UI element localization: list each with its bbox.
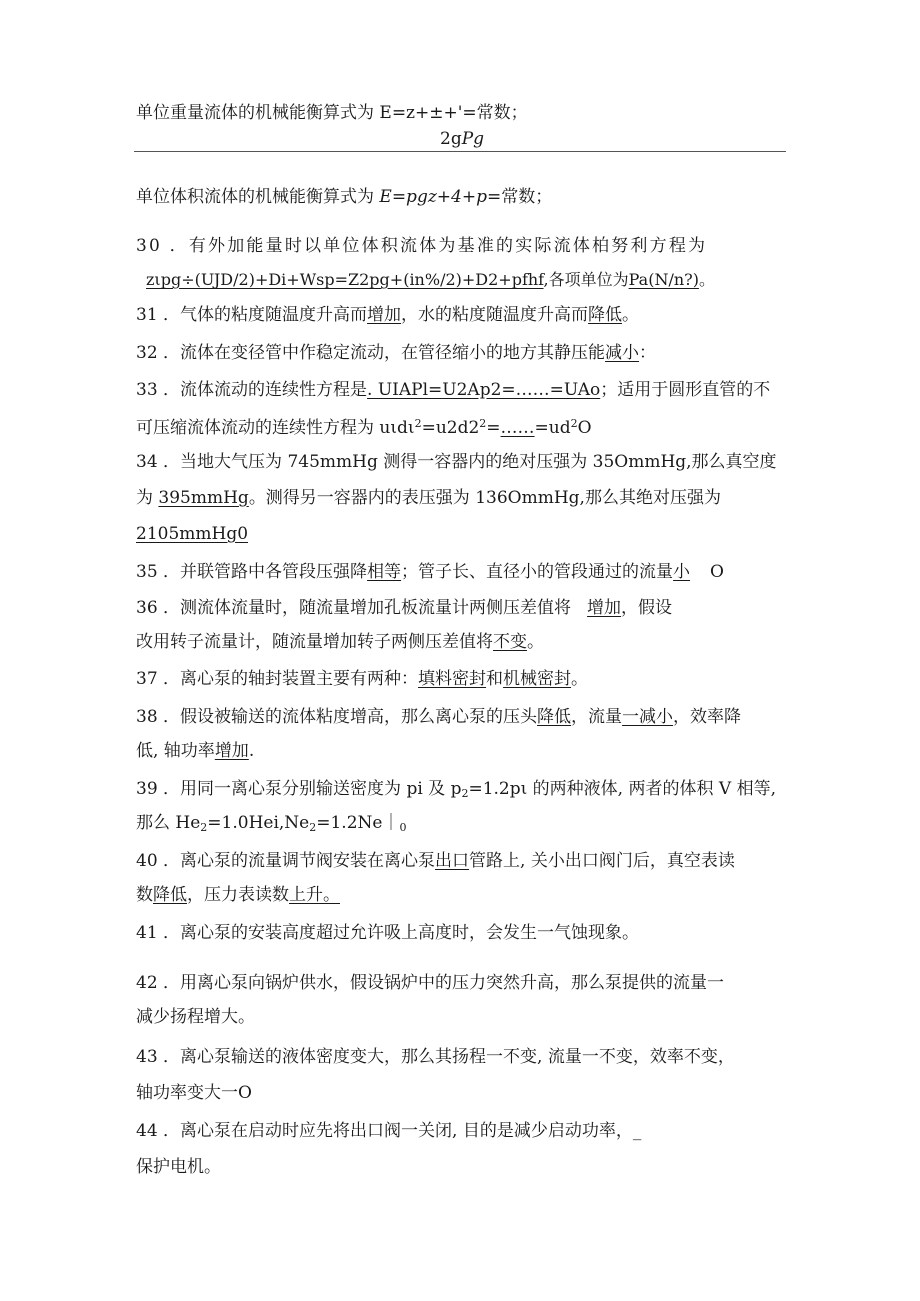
q37-end: 。 — [571, 669, 589, 689]
q38-answer-1: 降低 — [537, 707, 572, 727]
q43-text-b: 轴功率变大一O — [136, 1083, 252, 1103]
q31-text-a: 31 ．气体的粘度随温度升高而 — [136, 305, 368, 325]
formula-volume-expression: E=pgz+4+p= — [379, 187, 502, 207]
q44-text-a: 44 ．离心泵在启动时应先将出口阀一关闭, 目的是减少启动功率，_ — [136, 1121, 642, 1141]
q35-text-b: ；管子长、直径小的管段通过的流量 — [401, 562, 674, 582]
q32-end: ： — [639, 343, 657, 363]
q42-line1 — [136, 972, 724, 994]
formula-weight-denominator — [440, 128, 484, 150]
q36-answer-2: 不变 — [493, 632, 527, 652]
q35-line — [136, 561, 724, 583]
q30-mid-text: ,各项单位为 — [543, 270, 629, 289]
q40-text-b: 管路上, 关小出口阀门后，真空表读 — [469, 851, 735, 871]
q39-sub-2: 2 — [200, 821, 208, 834]
q39-text-a2: =1.2pι 的两种液体, 两者的体积 V 相等, — [468, 779, 776, 799]
q39-sub-3: 2 — [309, 821, 317, 834]
q39-text-b: 那么 He — [136, 813, 201, 833]
q33-sup-2: 2 — [479, 417, 487, 430]
fraction-rule — [134, 151, 786, 152]
q31-text-b: ，水的粘度随温度升高而 — [401, 305, 589, 325]
q33-text-c: 可压缩流体流动的连续性方程为 uιdι — [136, 418, 415, 438]
formula-weight-text: 单位重量流体的机械能衡算式为 E=z+±+'=常数； — [136, 103, 528, 123]
q35-text-a: 35 ．并联管路中各管段压强降 — [136, 562, 368, 582]
q41-text: 41 ．离心泵的安装高度超过允许吸上高度时，会发生一气蚀现象。 — [136, 923, 640, 943]
q36-text-a: 36 ．测流体流量时，随流量增加孔板流量计两侧压差值将 — [136, 598, 572, 618]
q30-end: 。 — [698, 270, 715, 289]
q36-line1 — [136, 597, 672, 619]
q31-end: 。 — [622, 305, 640, 325]
q36-end: 。 — [527, 632, 544, 652]
q43-text-a: 43 ．离心泵输送的液体密度变大，那么其扬程一不变, 流量一不变，效率不变， — [136, 1047, 735, 1067]
q33-line1 — [136, 379, 770, 401]
q38-text-d: 低, 轴功率 — [136, 741, 215, 761]
q37-answer-1: 填料密封 — [418, 669, 487, 689]
q30-line2 — [146, 269, 715, 291]
q34-text-a: 34 ．当地大气压为 745mmHg 测得一容器内的绝对压强为 35OmmHg,那么真空度 — [136, 452, 777, 472]
q34-line2 — [136, 487, 721, 509]
q37-text-a: 37 ．离心泵的轴封装置主要有两种： — [136, 669, 419, 689]
q42-line2 — [136, 1006, 255, 1028]
q44-text-b: 保护电机。 — [136, 1157, 221, 1177]
q37-line — [136, 668, 588, 690]
q36-text-b: ，假设 — [621, 598, 673, 618]
q37-text-b: 和 — [486, 669, 504, 689]
formula-volume-prefix: 单位体积流体的机械能衡算式为 — [136, 187, 380, 207]
q35-answer-2: 小 — [673, 562, 691, 582]
q43-line1 — [136, 1046, 735, 1068]
q38-answer-3: 增加 — [214, 741, 249, 761]
q33-line2 — [136, 413, 592, 439]
q33-text-b: ；适用于圆形直管的不 — [600, 380, 771, 400]
q40-line2 — [136, 884, 340, 906]
q39-text-a: 39 ．用同一离心泵分别输送密度为 pi 及 p — [136, 779, 462, 799]
q33-sup-3: 2 — [570, 417, 578, 430]
q34-answer-vacuum: 395mmHg — [158, 488, 249, 508]
q41-line — [136, 922, 639, 944]
q34-line1 — [136, 451, 777, 473]
q32-text: 32 ．流体在变径管中作稳定流动，在管径缩小的地方其静压能 — [136, 343, 606, 363]
q43-line2 — [136, 1082, 252, 1104]
q40-answer-3: 上升。 — [289, 885, 340, 905]
q40-line1 — [136, 850, 735, 872]
q36-text-c: 改用转子流量计，随流量增加转子两侧压差值将 — [136, 632, 493, 652]
q44-line2 — [136, 1156, 221, 1178]
q38-text-a: 38 ．假设被输送的流体粘度增高，那么离心泵的压头 — [136, 707, 538, 727]
q33-text-c5: = — [486, 418, 501, 438]
q30-line1 — [136, 235, 707, 257]
q34-text-b: 为 — [136, 488, 159, 508]
q33-text-c7: =ud — [534, 418, 571, 438]
q36-line2 — [136, 631, 544, 653]
q42-text-b: 减少扬程增大。 — [136, 1007, 255, 1027]
q35-answer-1: 相等 — [367, 562, 402, 582]
formula-volume-suffix: 常数； — [501, 187, 553, 207]
q39-line2 — [136, 812, 406, 839]
q39-sub-1: 2 — [461, 787, 469, 800]
q34-line3 — [136, 523, 248, 545]
q34-text-c: 。测得另一容器内的表压强为 136OmmHg,那么其绝对压强为 — [248, 488, 721, 508]
q30-answer-equation: zιpg÷(UJD/2)+Di+Wsp=Z2pg+(in%/2)+D2+pfhf — [146, 270, 544, 289]
formula-volume-line — [136, 186, 552, 208]
denominator-pg: Pg — [461, 129, 485, 149]
q31-line — [136, 304, 639, 326]
q39-line1 — [136, 778, 776, 805]
q40-text-c: 数 — [136, 885, 153, 905]
q31-answer-2: 降低 — [588, 305, 623, 325]
q38-answer-2: 一减小 — [622, 707, 674, 727]
q30-answer-unit: Pa(N/n?) — [628, 270, 699, 289]
q33-text-a: 33 ．流体流动的连续性方程是 — [136, 380, 368, 400]
q30-text: 30 ．有外加能量时以单位体积流体为基准的实际流体柏努利方程为 — [136, 236, 708, 256]
q39-text-b3: =1.2Ne｜ — [316, 813, 400, 833]
q31-answer-1: 增加 — [367, 305, 402, 325]
q38-line1 — [136, 706, 741, 728]
q34-answer-absolute: 2105mmHg0 — [136, 524, 249, 544]
q33-sup-1: 2 — [414, 417, 422, 430]
q33-text-c9: O — [577, 418, 592, 438]
q40-answer-1: 出口 — [435, 851, 470, 871]
denominator-2g: 2g — [440, 129, 462, 149]
q35-end: O — [710, 562, 724, 582]
q40-answer-2: 降低 — [153, 885, 187, 905]
q32-answer: 减小 — [605, 343, 640, 363]
q42-text-a: 42 ．用离心泵向锅炉供水，假设锅炉中的压力突然升高，那么泵提供的流量一 — [136, 973, 725, 993]
q36-answer-1: 增加 — [587, 598, 622, 618]
q38-end: . — [248, 741, 255, 761]
q40-text-a: 40 ．离心泵的流量调节阀安装在离心泵 — [136, 851, 436, 871]
q33-text-c3: =u2d2 — [421, 418, 480, 438]
q40-text-d: ，压力表读数 — [187, 885, 289, 905]
q39-text-b2: =1.0Hei,Ne — [207, 813, 310, 833]
q37-answer-2: 机械密封 — [503, 669, 572, 689]
q32-line — [136, 342, 656, 364]
q38-text-c: ，效率降 — [673, 707, 742, 727]
q33-ellipsis: …… — [500, 418, 535, 438]
q38-line2 — [136, 740, 254, 762]
q33-answer: . UIAPl=U2Ap2=……=UAo — [367, 380, 601, 400]
q38-text-b: ，流量 — [571, 707, 623, 727]
formula-weight-line — [136, 102, 528, 124]
q39-sub-4: 0 — [399, 821, 407, 834]
q44-line1 — [136, 1120, 641, 1142]
